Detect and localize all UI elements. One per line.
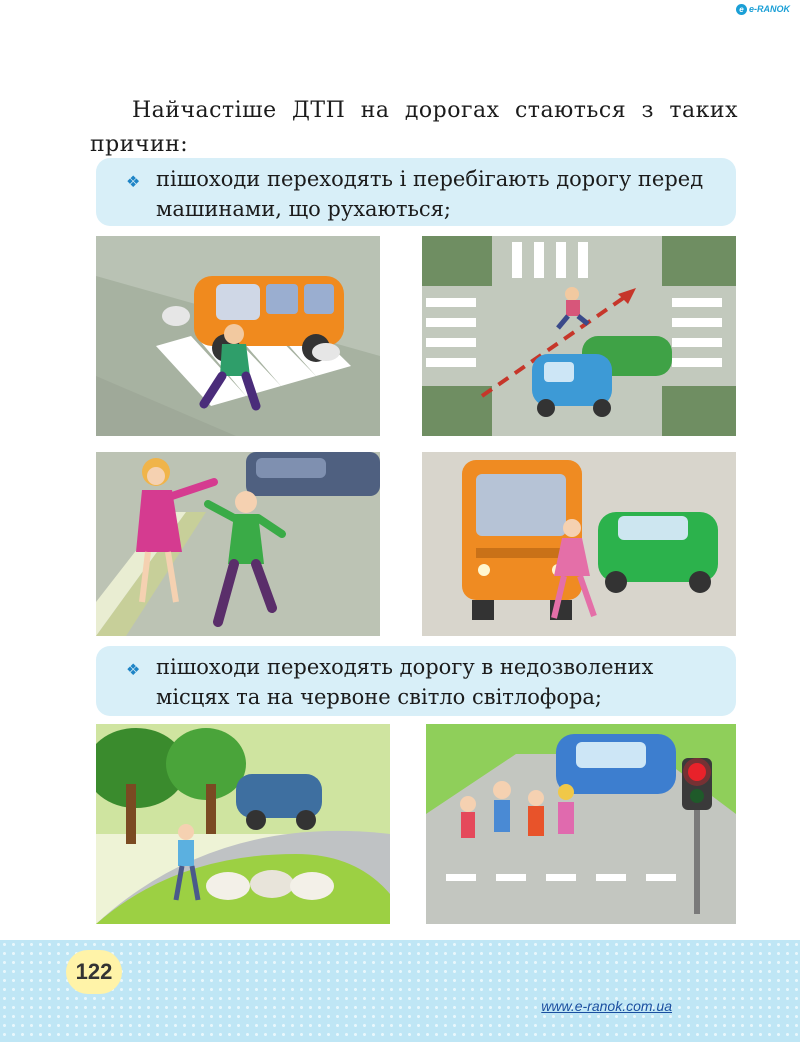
- illustration-girl-warning-boy: [96, 452, 380, 636]
- bullet-marker-icon: ❖: [126, 172, 141, 191]
- bullet-box-1: [96, 158, 736, 226]
- illustration-girl-behind-bus: [422, 452, 736, 636]
- illustration-crossing-red-light: [426, 724, 736, 924]
- bullet-text-2: пішоходи переходять дорогу в недозволених місцях та на червоне світло світлофора;: [156, 655, 654, 709]
- bullet-marker-icon: ❖: [126, 660, 141, 679]
- illustration-minibus-crosswalk: [96, 236, 380, 436]
- publisher-logo: e e-RANOK: [736, 4, 790, 15]
- illustration-crossroad-runner: [422, 236, 736, 436]
- publisher-site-link[interactable]: www.e-ranok.com.ua: [541, 998, 672, 1014]
- bullet-box-2: [96, 646, 736, 716]
- intro-text: Найчастіше ДТП на дорогах стаються з таких причин:: [90, 98, 738, 157]
- page-number: 122: [66, 950, 122, 994]
- publisher-logo-icon: e: [736, 4, 747, 15]
- footer-band: [0, 940, 800, 1042]
- bullet-text-1: пішоходи переходять і перебігають дорогу перед машинами, що рухаються;: [156, 167, 704, 221]
- illustration-boy-with-sheep: [96, 724, 390, 924]
